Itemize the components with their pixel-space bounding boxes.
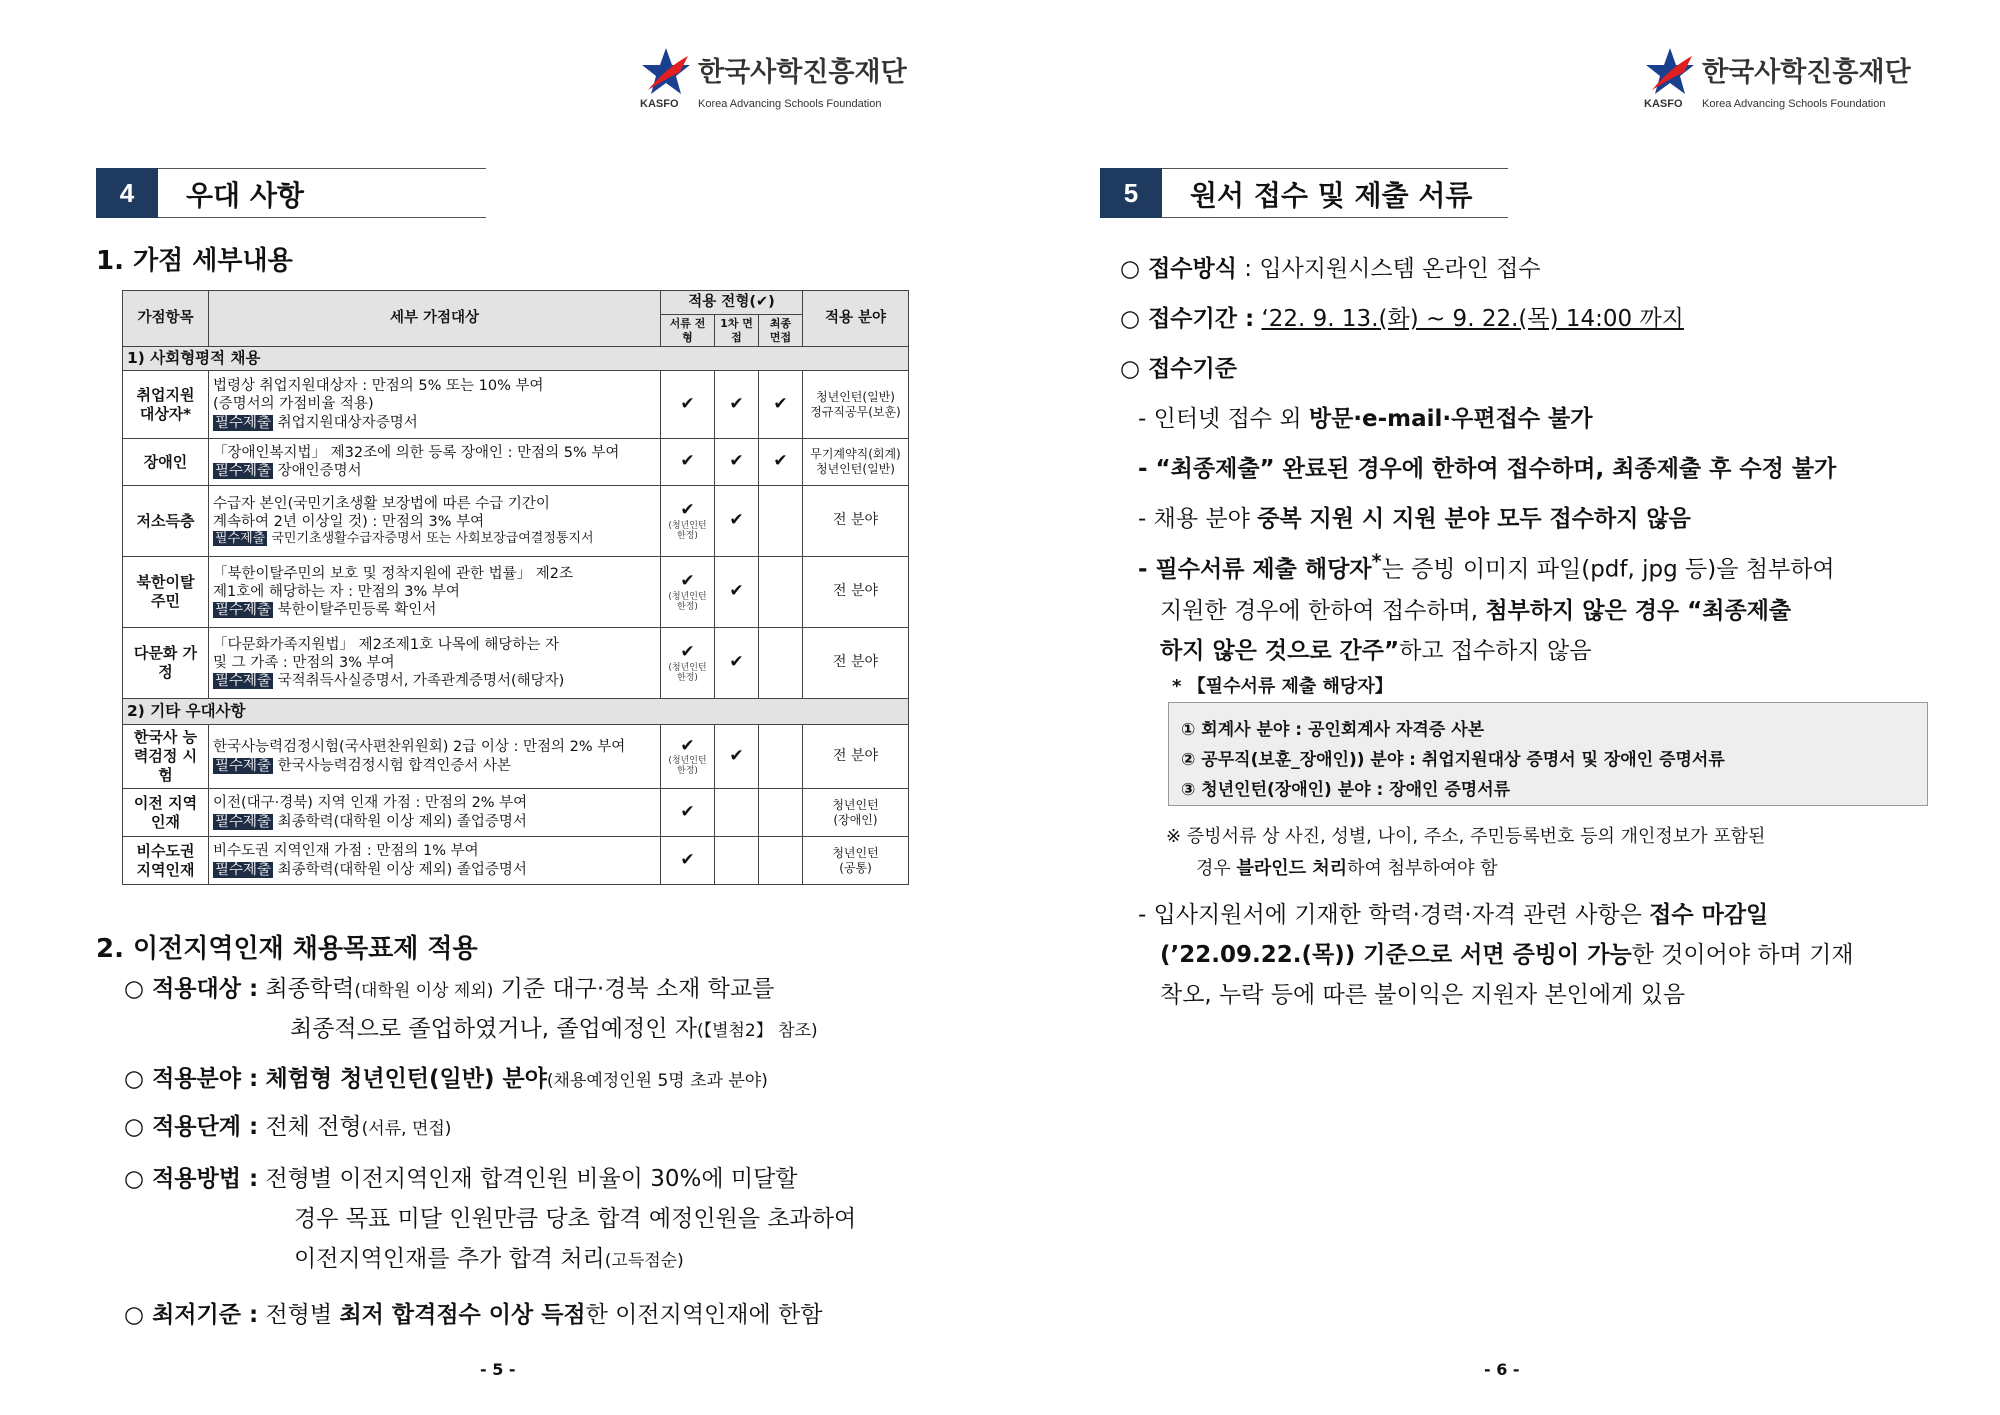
- col-header-int1: 1차 면접: [715, 315, 759, 347]
- kasfo-logo: [640, 46, 920, 116]
- check-icon: ✔: [715, 486, 759, 557]
- logo-kasfo: KASFO: [1644, 98, 1683, 110]
- bonus-points-table: [122, 290, 909, 885]
- check-icon: ✔: [661, 789, 715, 837]
- check-icon: ✔: [759, 371, 803, 439]
- apply-minimum: ○ 최저기준 : 전형별 최저 합격점수 이상 득점한 이전지역인재에 한함: [124, 1302, 823, 1328]
- logo-name-en: Korea Advancing Schools Foundation: [1702, 98, 1886, 110]
- col-header-item: 가점항목: [123, 291, 209, 347]
- table-row: 한국사 능력검정 시험 한국사능력검정시험(국사편찬위원회) 2급 이상 : 만점의 2% 부여 필수제출 한국사능력검정시험 합격인증서 사본 ✔ (청년인턴 한정) ✔ 전 분야: [123, 725, 909, 789]
- col-header-field: 적용 분야: [803, 291, 909, 347]
- required-docs-title: * 【필수서류 제출 해당자】: [1172, 676, 1393, 697]
- receipt-criteria: ○ 접수기준: [1120, 356, 1237, 382]
- check-icon: ✔: [715, 371, 759, 439]
- page-number: - 6 -: [1484, 1360, 1520, 1379]
- table-row: 북한이탈 주민 「북한이탈주민의 보호 및 정착지원에 관한 법률」 제2조 제1호에 해당하는 자 : 만점의 3% 부여 필수제출 북한이탈주민등록 확인서 ✔ (청년인턴 한정) ✔ 전 분야: [123, 557, 909, 628]
- section-header-4: [96, 168, 486, 218]
- apply-field: ○ 적용분야 : 체험형 청년인턴(일반) 분야(채용예정인원 5명 초과 분야): [124, 1066, 768, 1092]
- apply-stage: ○ 적용단계 : 전체 전형(서류, 면접): [124, 1114, 452, 1140]
- required-badge: 필수제출: [215, 602, 272, 619]
- check-icon: ✔: [715, 557, 759, 628]
- receipt-method: ○ 접수방식 : 입사지원시스템 온라인 접수: [1120, 256, 1541, 282]
- logo-name-ko: 한국사학진흥재단: [1702, 57, 1911, 88]
- required-badge: 필수제출: [215, 463, 272, 479]
- page-number: - 5 -: [480, 1360, 516, 1379]
- required-docs-box: ① 회계사 분야 : 공인회계사 자격증 사본 ② 공무직(보훈_장애인)) 분야 : 취업지원대상 증명서 및 장애인 증명서류 ③ 청년인턴(장애인) 분야 : 장애인 증명서류: [1168, 702, 1928, 806]
- check-icon: ✔: [680, 571, 695, 592]
- col-header-doc: 서류 전형: [661, 315, 715, 347]
- table-row: 장애인 「장애인복지법」 제32조에 의한 등록 장애인 : 만점의 5% 부여 필수제출 장애인증명서 ✔ ✔ ✔ 무기계약직(회계) 청년인턴(일반): [123, 439, 909, 486]
- kasfo-logo: [1644, 46, 1924, 116]
- required-badge: 필수제출: [215, 673, 272, 690]
- check-icon: ✔: [661, 439, 715, 486]
- col-header-int2: 최종 면접: [759, 315, 803, 347]
- required-badge: 필수제출: [215, 414, 272, 431]
- table-row: 비수도권 지역인재 비수도권 지역인재 가점 : 만점의 1% 부여 필수제출 최종학력(대학원 이상 제외) 졸업증명서 ✔ 청년인턴 (공통): [123, 837, 909, 885]
- check-icon: ✔: [661, 837, 715, 885]
- subheading-1: 1. 가점 세부내용: [96, 246, 293, 276]
- table-row: 다문화 가정 「다문화가족지원법」 제2조제1호 나목에 해당하는 자 및 그 가족 : 만점의 3% 부여 필수제출 국적취득사실증명서, 가족관계증명서(해당자) ✔ (청년인턴 한정) ✔ 전 분야: [123, 628, 909, 699]
- page-6: 한국사학진흥재단 KASFO Korea Advancing Schools Foundation 5 원서 접수 및 제출 서류 ○ 접수방식 : 입사지원시스템 온라인 접수 ○ 접수기간 : ‘22. 9. 13.(화) ~ 9. 22.(목) 14:00 까지 ○ 접수기준 - 인터넷 접수 외 방문·e-mail·우편접수 불가 - “최종제출” 완료된 경우에 한하여 접수하며, 최종제출 후 수정 불가 - 채용 분야 중복 지원 시 지원 분야 모두 접수하지 않음 - 필수서류 제출 해당자*는 증빙 이미지 파일(pdf, jpg 등)을 첨부하여 지원한 경우에 한하여 접수하며, 첨부하지 않은 경우 “최종제출 하지 않은 것으로 간주”하고 접수하지 않음 * 【필수서류 제출 해당자】 ① 회계사 분야 : 공인회계사 자격증 사본 ② 공무직(보훈_장애인)) 분야 : 취업지원대상 증명서 및 장애인 증명서류 ③ 청년인턴(장애인) 분야 : 장애인 증명서류 ※ 증빙서류 상 사진, 성별, 나이, 주소, 주민등록번호 등의 개인정보가 포함된 경우 블라인드 처리하여 첨부하여야 함 - 입사지원서에 기재한 학력·경력·자격 관련 사항은 접수 마감일 (’22.09.22.(목)) 기준으로 서면 증빙이 가능한 것이어야 하며 기재 착오, 누락 등에 따른 불이익은 지원자 본인에게 있음 - 6 -: [1000, 0, 2000, 1415]
- apply-method: ○ 적용방법 : 전형별 이전지역인재 합격인원 비율이 30%에 미달할: [124, 1166, 798, 1192]
- check-icon: ✔: [715, 628, 759, 699]
- subheading-2: 2. 이전지역인재 채용목표제 적용: [96, 934, 478, 964]
- check-icon: ✔: [715, 725, 759, 789]
- col-header-stage: 적용 전형(✔): [661, 291, 803, 315]
- table-row: 취업지원 대상자* 법령상 취업지원대상자 : 만점의 5% 또는 10% 부여 (증명서의 가점비율 적용) 필수제출 취업지원대상자증명서 ✔ ✔ ✔ 청년인턴(일반) 정규직공무(보훈): [123, 371, 909, 439]
- check-icon: ✔: [759, 439, 803, 486]
- page-5: 한국사학진흥재단 KASFO Korea Advancing Schools Foundation 4 우대 사항 1. 가점 세부내용 가점항목 세부 가점대상 적용 전형(✔) 적용 분야 서류 전형 1차 면접 최종 면접 1) 사회형평적 채용 취업지원 대상자* 법령상 취업지원대상자 : 만점의 5% 또는 10% 부여 (증명서의 가점비율 적용) 필수제출 취업지원대상자증명서 ✔ ✔ ✔ 청년인턴(일반) 정규직공무(보훈) 장애인 「장애인복지법」 제32조에 의한 등록 장애인 : 만점의 5% 부여 필수제출 장애인증명서 ✔ ✔ ✔ 무기계약직(회계) 청년인턴(일반) 저소득층 수급자 본인(국민기초생활 보장법에 따른 수급 기간이 계속하여 2년 이상일 것) : 만점의 3% 부여 필수제출 국민기초생활수급자증명서 또는 사회보장급여결정통지서 ✔ (청년인턴 한정) ✔ 전 분야 북한이탈 주민 「북한이탈주민의 보호 및 정착지원에 관한 법률」 제2조 제1호에 해당하는 자 : 만점의 3% 부여 필수제출 북한이탈주민등록 확인서 ✔ (청년인턴 한정) ✔ 전 분야 다문화 가정 「다문화가족지원법」 제2조제1호 나목에 해당하는 자 및 그 가족 : 만점의 3% 부여 필수제출 국적취득사실증명서, 가족관계증명서(해당자) ✔ (청년인턴 한정) ✔ 전 분야 2) 기타 우대사항 한국사 능력검정 시험 한국사능력검정시험(국사편찬위원회) 2급 이상 : 만점의 2% 부여 필수제출 한국사능력검정시험 합격인증서 사본 ✔ (청년인턴 한정) ✔ 전 분야 이전 지역인재 이전(대구·경북) 지역 인재 가점 : 만점의 2% 부여 필수제출 최종학력(대학원 이상 제외) 졸업증명서 ✔ 청년인턴 (장애인) 비수도권 지역인재 비수도권 지역인재 가점 : 만점의 1% 부여 필수제출 최종학력(대학원 이상 제외) 졸업증명서 ✔ 청년인턴 (공통) 2. 이전지역인재 채용목표제 적용 ○ 적용대상 : 최종학력(대학원 이상 제외) 기준 대구·경북 소재 학교를 최종적으로 졸업하였거나, 졸업예정인 자(【별첨2】 참조) ○ 적용분야 : 체험형 청년인턴(일반) 분야(채용예정인원 5명 초과 분야) ○ 적용단계 : 전체 전형(서류, 면접) ○ 적용방법 : 전형별 이전지역인재 합격인원 비율이 30%에 미달할 경우 목표 미달 인원만큼 당초 합격 예정인원을 초과하여 이전지역인재를 추가 합격 처리(고득점순) ○ 최저기준 : 전형별 최저 합격점수 이상 득점한 이전지역인재에 한함 - 5 -: [0, 0, 1000, 1415]
- table-row: 이전 지역인재 이전(대구·경북) 지역 인재 가점 : 만점의 2% 부여 필수제출 최종학력(대학원 이상 제외) 졸업증명서 ✔ 청년인턴 (장애인): [123, 789, 909, 837]
- logo-name-ko: 한국사학진흥재단: [698, 57, 907, 88]
- section-header-5: [1100, 168, 1520, 218]
- group-row-2: 2) 기타 우대사항: [123, 699, 909, 725]
- required-badge: 필수제출: [215, 757, 272, 774]
- required-badge: 필수제출: [215, 531, 266, 546]
- section-number: 4: [96, 168, 158, 218]
- required-badge: 필수제출: [215, 813, 272, 830]
- table-row: 저소득층 수급자 본인(국민기초생활 보장법에 따른 수급 기간이 계속하여 2년 이상일 것) : 만점의 3% 부여 필수제출 국민기초생활수급자증명서 또는 사회보장급여결정통지서 ✔ (청년인턴 한정) ✔ 전 분야: [123, 486, 909, 557]
- star-logo-icon: [1644, 46, 1696, 98]
- check-icon: ✔: [661, 371, 715, 439]
- check-icon: ✔: [715, 439, 759, 486]
- apply-target: ○ 적용대상 : 최종학력(대학원 이상 제외) 기준 대구·경북 소재 학교를: [124, 976, 775, 1002]
- star-logo-icon: [640, 46, 692, 98]
- logo-name-en: Korea Advancing Schools Foundation: [698, 98, 882, 110]
- col-header-detail: 세부 가점대상: [209, 291, 661, 347]
- receipt-period: ○ 접수기간 : ‘22. 9. 13.(화) ~ 9. 22.(목) 14:00 까지: [1120, 306, 1684, 332]
- section-title: 원서 접수 및 제출 서류: [1190, 179, 1473, 212]
- group-row-1: 1) 사회형평적 채용: [123, 347, 909, 371]
- check-icon: ✔: [680, 500, 695, 521]
- logo-kasfo: KASFO: [640, 98, 679, 110]
- check-icon: ✔: [680, 642, 695, 663]
- required-badge: 필수제출: [215, 861, 272, 878]
- check-icon: ✔: [680, 735, 695, 756]
- section-number: 5: [1100, 168, 1162, 218]
- section-title: 우대 사항: [186, 179, 304, 212]
- privacy-note: ※ 증빙서류 상 사진, 성별, 나이, 주소, 주민등록번호 등의 개인정보가 포함된: [1166, 826, 1766, 847]
